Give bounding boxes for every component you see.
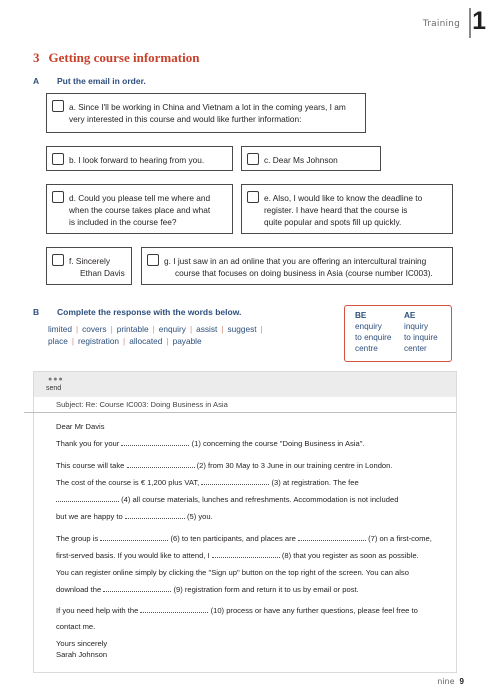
page-number-word: nine — [437, 677, 455, 686]
email-line-2-start: This course will take — [56, 461, 125, 470]
email-line-4 — [56, 495, 398, 504]
email-line-10 — [56, 606, 418, 615]
section-title — [33, 50, 199, 66]
card-g — [141, 247, 453, 285]
email-signature: Sarah Johnson — [56, 650, 108, 659]
be-word-2: to enquire — [355, 333, 392, 342]
email-line-5-start: but we are happy to — [56, 512, 123, 521]
card-c-line-1: c. Dear Ms Johnson — [264, 155, 338, 165]
order-checkbox-e[interactable] — [247, 191, 259, 203]
word-bank-row-2: place | registration | allocated | payable — [48, 336, 202, 346]
word-enquiry: enquiry — [158, 324, 186, 334]
blank-8[interactable] — [212, 551, 280, 558]
card-d-line-3: is included in the course fee? — [69, 217, 177, 227]
email-line-11: contact me. — [56, 622, 96, 631]
part-b-instruction: Complete the response with the words below. — [57, 307, 242, 317]
email-line-2-end: (2) from 30 May to 3 June in our training centre in London. — [196, 461, 393, 470]
email-line-7-end: (8) that you register as soon as possible. — [281, 551, 419, 560]
card-c — [241, 146, 381, 171]
page-footer — [437, 677, 464, 686]
email-line-3-start: The cost of the course is € 1,200 plus VAT, — [56, 478, 200, 487]
page-number: 9 — [459, 677, 464, 686]
section-number: 3 — [33, 50, 40, 65]
blank-5[interactable] — [125, 512, 185, 519]
be-ae-box — [344, 305, 452, 362]
email-line-6-middle: (6) to ten participants, and places are — [170, 534, 296, 543]
card-f — [46, 247, 132, 285]
email-toolbar — [34, 372, 456, 397]
order-checkbox-b[interactable] — [52, 153, 64, 165]
word-printable: printable — [116, 324, 149, 334]
order-checkbox-g[interactable] — [147, 254, 159, 266]
email-line-8: You can register online simply by clicking the "Sign up" button on the top right of the screen. You can also — [56, 568, 409, 577]
blank-10[interactable] — [140, 606, 208, 613]
order-checkbox-d[interactable] — [52, 191, 64, 203]
header-divider — [469, 8, 471, 38]
blank-2[interactable] — [127, 461, 195, 468]
ae-column — [404, 310, 438, 354]
email-line-3-end: (3) at registration. The fee — [271, 478, 359, 487]
email-line-9-start: download the — [56, 585, 102, 594]
blank-9[interactable] — [103, 585, 171, 592]
ae-word-1: inquiry — [404, 322, 429, 331]
word-place: place — [48, 336, 68, 346]
part-a-letter: A — [33, 76, 40, 86]
blank-4[interactable] — [56, 495, 119, 502]
email-line-1-end: (1) concerning the course "Doing Business in Asia". — [191, 439, 365, 448]
order-checkbox-f[interactable] — [52, 254, 64, 266]
email-subject-text: Subject: Re: Course IC003: Doing Business in Asia — [56, 400, 228, 409]
card-g-line-1: g. I just saw in an ad online that you are offering an intercultural training — [164, 256, 427, 266]
card-a-line-1: a. Since I'll be working in China and Vietnam a lot in the coming years, I am — [69, 102, 346, 112]
card-e-line-1: e. Also, I would like to know the deadline to — [264, 193, 423, 203]
card-d — [46, 184, 233, 234]
send-button[interactable]: send — [46, 385, 62, 392]
word-assist: assist — [196, 324, 218, 334]
email-line-10-start: If you need help with the — [56, 606, 139, 615]
word-allocated: allocated — [129, 336, 163, 346]
email-line-6-end: (7) on a first-come, — [368, 534, 432, 543]
order-checkbox-a[interactable] — [52, 100, 64, 112]
part-b-heading — [33, 307, 241, 317]
email-line-5-end: (5) you. — [186, 512, 213, 521]
word-registration: registration — [78, 336, 120, 346]
part-b-letter: B — [33, 307, 40, 317]
email-line-9 — [56, 585, 359, 594]
card-f-line-2: Ethan Davis — [80, 268, 125, 278]
email-window — [33, 371, 457, 673]
email-line-5 — [56, 512, 213, 521]
be-word-3: centre — [355, 344, 378, 353]
email-line-6-start: The group is — [56, 534, 99, 543]
word-payable: payable — [172, 336, 202, 346]
card-d-line-2: when the course takes place and what — [69, 205, 211, 215]
email-line-6 — [56, 534, 432, 543]
card-a-line-2: very interested in this course and would like further information: — [69, 114, 302, 124]
email-closing: Yours sincerely — [56, 639, 108, 648]
email-line-3 — [56, 478, 359, 487]
email-line-4-end: (4) all course materials, lunches and refreshments. Accommodation is not included — [121, 495, 399, 504]
word-limited: limited — [48, 324, 72, 334]
card-g-line-2: course that focuses on doing business in Asia (course number IC003). — [175, 268, 433, 278]
email-greeting: Dear Mr Davis — [56, 422, 105, 431]
card-b — [46, 146, 233, 171]
word-suggest: suggest — [227, 324, 257, 334]
part-a-heading — [33, 76, 146, 86]
blank-7[interactable] — [298, 534, 366, 541]
section-title-text: Getting course information — [48, 50, 200, 65]
unit-number: 1 — [472, 7, 486, 35]
ae-word-2: to inquire — [404, 333, 438, 342]
email-line-2 — [56, 461, 392, 470]
card-e-line-2: register. I have heard that the course is — [264, 205, 408, 215]
email-line-1-start: Thank you for your — [56, 439, 120, 448]
word-covers: covers — [82, 324, 107, 334]
ae-header: AE — [404, 311, 416, 320]
window-dots-icon: ●●● — [48, 376, 64, 383]
email-line-7-start: first-served basis. If you would like to attend, I — [56, 551, 210, 560]
blank-6[interactable] — [100, 534, 168, 541]
card-a — [46, 93, 366, 133]
card-e — [241, 184, 453, 234]
card-b-line-1: b. I look forward to hearing from you. — [69, 155, 205, 165]
be-header: BE — [355, 311, 367, 320]
running-header-section: Training — [422, 19, 460, 29]
ae-word-3: center — [404, 344, 427, 353]
be-word-1: enquiry — [355, 322, 382, 331]
blank-1[interactable] — [121, 439, 189, 446]
email-line-7 — [56, 551, 419, 560]
email-line-9-end: (9) registration form and return it to us by email or post. — [173, 585, 359, 594]
part-a-instruction: Put the email in order. — [57, 76, 146, 86]
email-subject — [24, 397, 456, 413]
card-e-line-3: quite popular and spots fill up quickly. — [264, 217, 402, 227]
order-checkbox-c[interactable] — [247, 153, 259, 165]
blank-3[interactable] — [201, 478, 269, 485]
email-line-10-end: (10) process or have any further questions, please feel free to — [210, 606, 418, 615]
card-d-line-1: d. Could you please tell me where and — [69, 193, 211, 203]
card-f-line-1: f. Sincerely — [69, 256, 111, 266]
email-line-1 — [56, 439, 365, 448]
word-bank-row-1: limited | covers | printable | enquiry | assist | suggest | — [48, 324, 263, 334]
be-column — [355, 310, 391, 354]
